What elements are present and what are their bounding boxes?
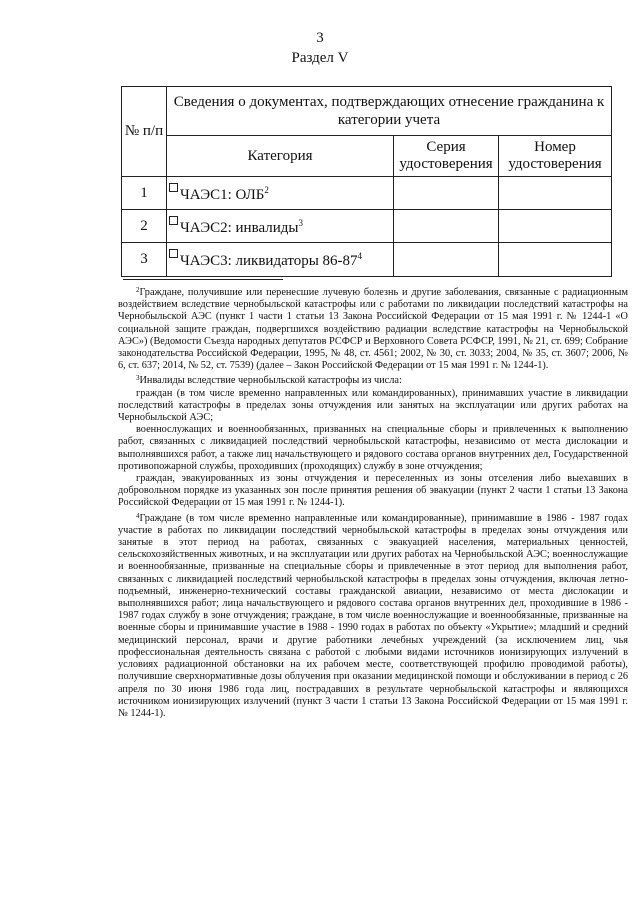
number-cell[interactable] — [499, 243, 612, 277]
footnote-separator — [123, 279, 283, 280]
header-series: Серия удостоверения — [394, 136, 499, 177]
row-category[interactable]: ЧАЭС3: ликвидаторы $86-87^4$ — [167, 243, 394, 277]
page-number: 3 — [316, 30, 324, 46]
header-category: Категория — [167, 136, 394, 177]
series-cell[interactable] — [394, 177, 499, 210]
checkbox-icon[interactable] — [169, 216, 178, 225]
footnote-2: $^2$Граждане, получившие или перенесшие лучевую болезнь и другие заболевания, связанные с радиационным воздействием вследствие чернобыльской катастрофы или с работами по ликвидации последствий катастрофы на Чернобыльской АЭС (пункт 1 части 1 статьи 13 Закона Российской Федерации от 15 мая 1991 г. № 1244-1 «О социальной защите граждан, подвергшихся воздействию радиации вследствие катастрофы на Чернобыльской АЭС») (Ведомости Съезда народных депутатов РСФСР и Верховного Совета РСФСР, 1991, № 21, ст. 699; Собрание законодательства Российской Федерации, 1995, № 48, ст. 4561; 2002, № 30, ст. 3033; 2004, № 35, ст. 3607; 2006, № 6, ст. 637; 2014, № 52, ст. 7539) (далее – Закон Российской Федерации от 15 мая 1991 г. № 1244-1). — [118, 286, 628, 372]
series-cell[interactable] — [394, 243, 499, 277]
row-no: 1 — [122, 177, 167, 210]
footnotes — [118, 284, 628, 720]
row-no: 3 — [122, 243, 167, 277]
number-cell[interactable] — [499, 210, 612, 243]
header-main: Сведения о документах, подтверждающих отнесение гражданина к категории учета — [167, 87, 612, 136]
footnote-4: $^4$Граждане (в том числе временно направленные или командированные), принимавшие в 1986 - 1987 годах участие в работах по ликвидации последствий чернобыльской катастрофы в пределах зоны отчуждения или занятые в этот период на работах, связанных с эвакуацией населения, материальных ценностей, сельскохозяйственных животных, и на эксплуатации или других работах на Чернобыльской АЭС; военнослужащие и военнообязанные, призванные на специальные сборы и привлеченные в этот период для выполнения работ, связанных с ликвидацией последствий чернобыльской катастрофы в пределах зоны отчуждения, включая летно-подъемный, инженерно-технический составы гражданской авиации, независимо от места дислокации и выполнявшихся работ; лица начальствующего и рядового состава органов внутренних дел, проходившие в 1986 - 1987 годах службу в зоне отчуждения; граждане, в том числе военнослужащие и военнообязанные, призванные на военные сборы и принимавшие участие в 1988 - 1990 годах в работах по объекту «Укрытие»; младший и средний медицинский персонал, врачи и другие работники лечебных учреждений (за исключением лиц, чья профессиональная деятельность связана с работой с любыми видами источников ионизирующих излучений в условиях радиационной обстановки на их рабочем месте, соответствующей профилю проводимой работы), получившие сверхнормативные дозы облучения при оказании медицинской помощи и обслуживании в период с 26 апреля по 30 июня 1986 года лиц, пострадавших в результате чернобыльской катастрофы и являющихся источником ионизирующих излучений (пункт 3 части 1 статьи 13 Закона Российской Федерации от 15 мая 1991 г. № 1244-1). — [118, 511, 628, 719]
footnote-3-c: граждан, эвакуированных из зоны отчуждения и переселенных из зоны отселения либо выехавших в добровольном порядке из указанных зон после принятия решения об эвакуации (пункт 2 части 1 статьи 13 Закона Российской Федерации от 15 мая 1991 г. № 1244-1). — [118, 473, 628, 509]
table-row — [122, 177, 612, 210]
checkbox-icon[interactable] — [169, 249, 178, 258]
row-category[interactable]: ЧАЭС2: инвалиды$^3$ — [167, 210, 394, 243]
section-title: Раздел V — [291, 50, 349, 66]
footnote-3-b: военнослужащих и военнообязанных, призванных на специальные сборы и привлеченных к выполнению работ, связанных с ликвидацией последствий чернобыльской катастрофы, независимо от места дислокации и выполнявшихся работ, а также лиц начальствующего и рядового состава органов внутренних дел, Государственной противопожарной службы, проходивших (проходящих) службу в зоне отчуждения; — [118, 424, 628, 472]
number-cell[interactable] — [499, 177, 612, 210]
header-number: Номер удостоверения — [499, 136, 612, 177]
footnote-3-intro: $^3$Инвалиды вследствие чернобыльской катастрофы из числа: — [136, 374, 402, 387]
category-table — [121, 86, 612, 277]
footnote-3-a: граждан (в том числе временно направленных или командированных), принимавших участие в ликвидации последствий катастрофы в пределах зоны отчуждения или занятых на эксплуатации или других работах на Чернобыльской АЭС; — [118, 387, 628, 424]
row-category[interactable]: ЧАЭС1: ОЛБ$^2$ — [167, 177, 394, 210]
table-row — [122, 210, 612, 243]
checkbox-icon[interactable] — [169, 183, 178, 192]
table-row — [122, 243, 612, 277]
series-cell[interactable] — [394, 210, 499, 243]
header-no: № п/п — [122, 87, 167, 177]
row-no: 2 — [122, 210, 167, 243]
